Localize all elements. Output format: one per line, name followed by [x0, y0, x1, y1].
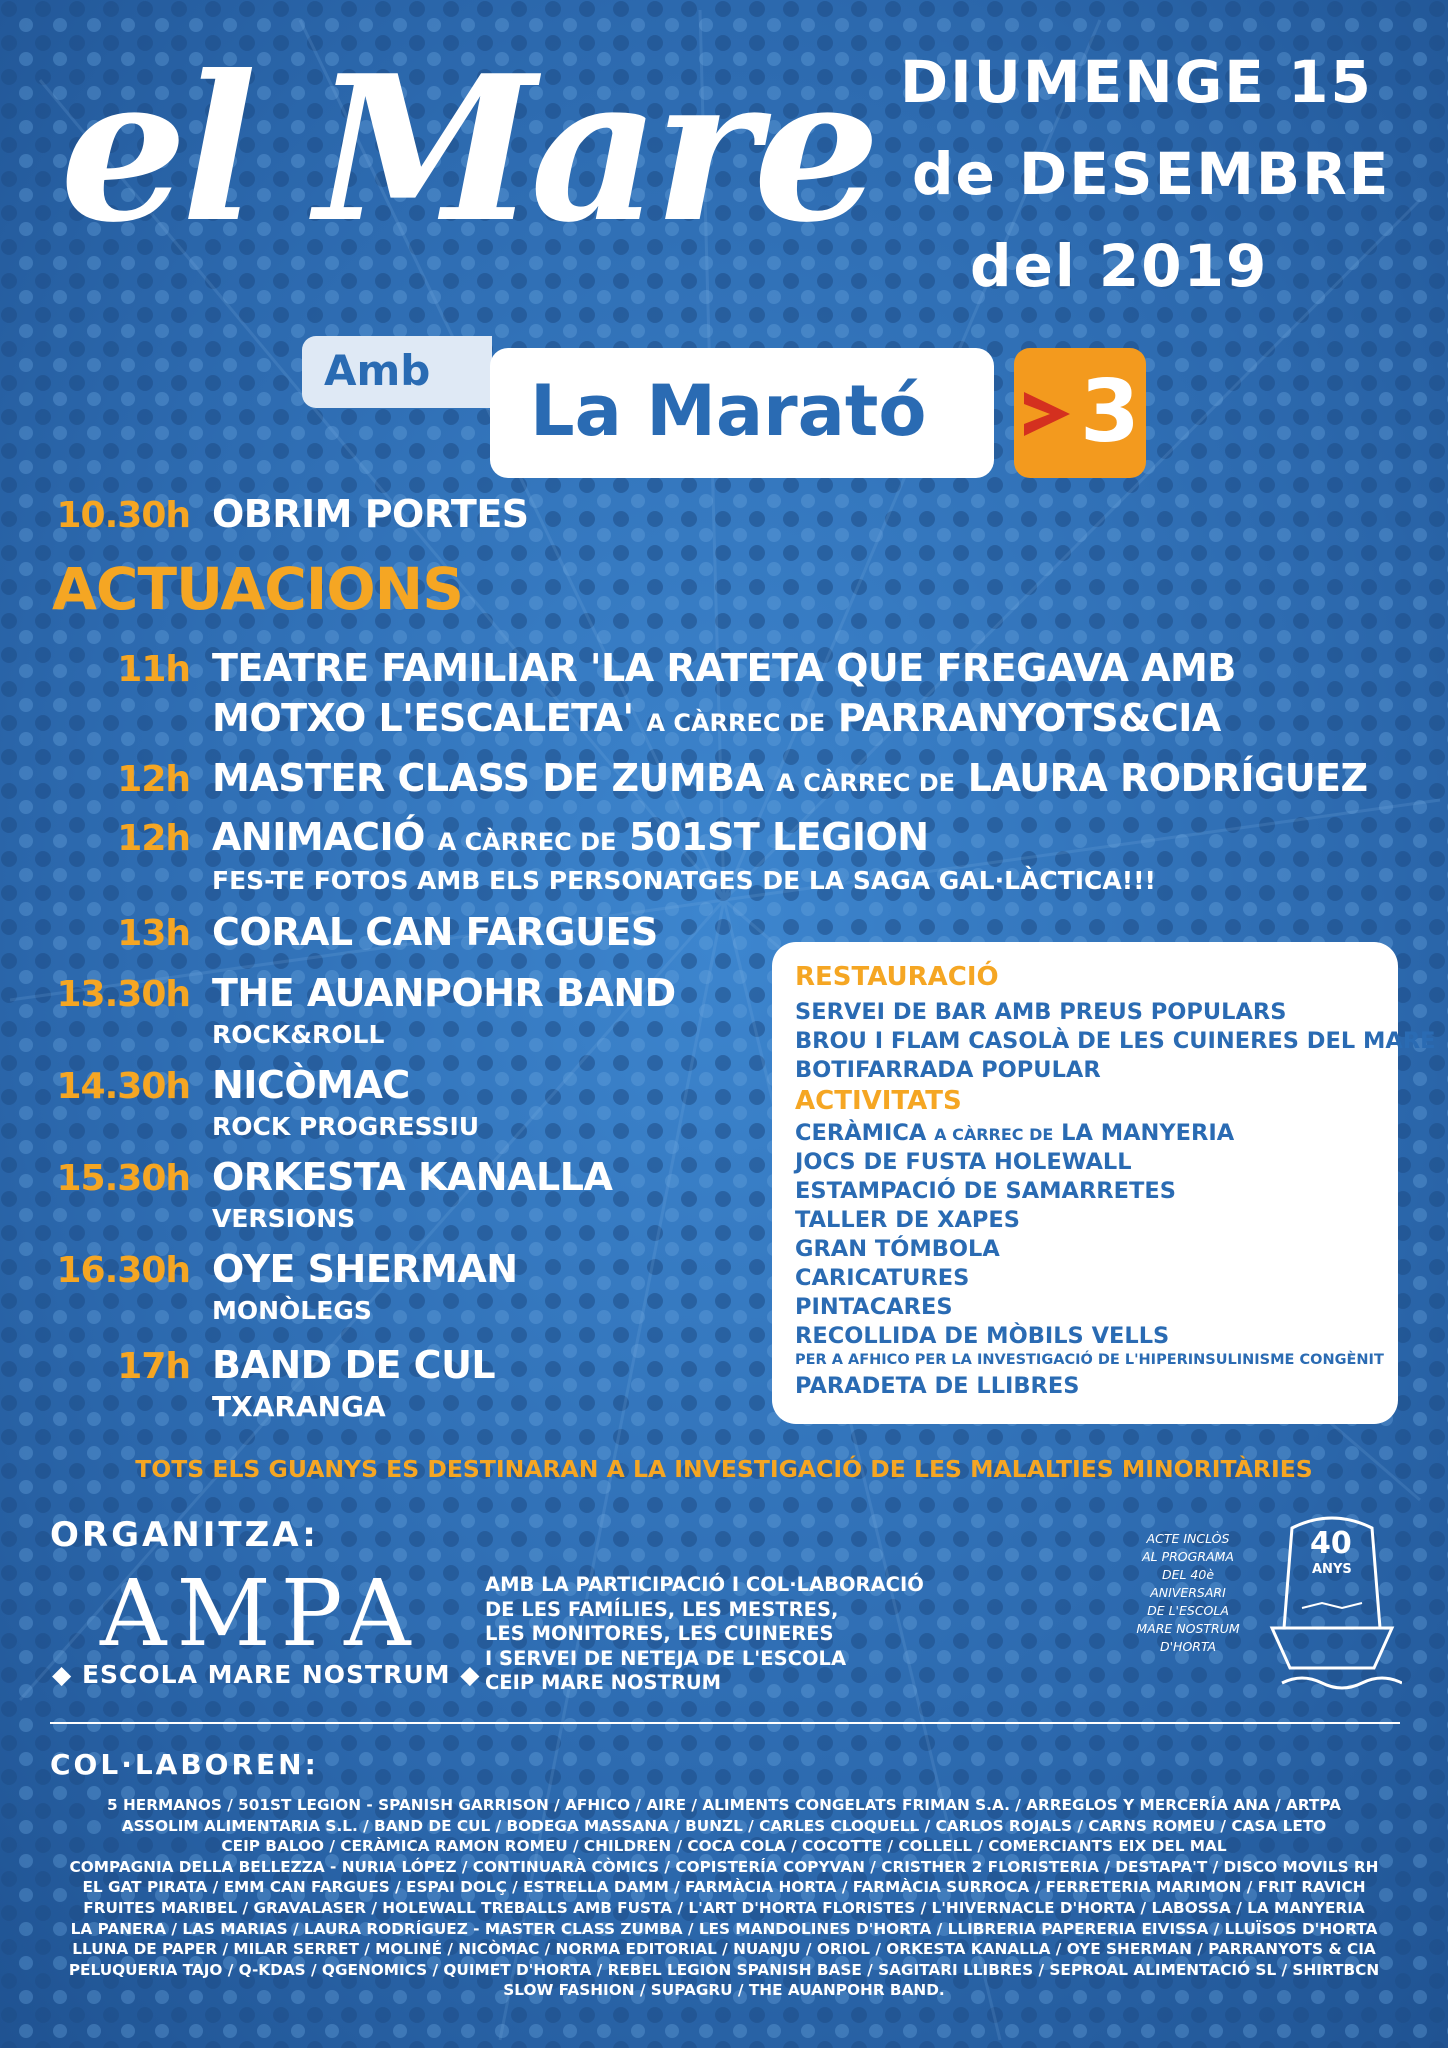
tv3-number: 3 [1080, 362, 1140, 462]
schedule-time: 14.30h [56, 1066, 190, 1107]
el-mare-logo: el Mare [60, 32, 875, 267]
activitat-item: RECOLLIDA DE MÒBILS VELLS [795, 1323, 1170, 1349]
schedule-performer: LAURA RODRÍGUEZ [967, 756, 1368, 800]
activitat-item: JOCS DE FUSTA HOLEWALL [795, 1149, 1132, 1175]
schedule-time: 17h [117, 1346, 190, 1387]
la-marato-badge [490, 348, 994, 478]
schedule-time: 15.30h [56, 1158, 190, 1199]
ampa-school-name: ESCOLA MARE NOSTRUM [81, 1660, 451, 1689]
collaborators-line: PELUQUERIA TAJO / Q-KDAS / QGENOMICS / QUIMET D'HORTA / REBEL LEGION SPANISH BASE / SAGITARI LLIBRES / SEPROAL ALIMENTACIÓ SL / SHIRTBCN [68, 1960, 1380, 1979]
opening-time: 10.30h [56, 495, 190, 536]
schedule-title [212, 694, 1221, 747]
schedule-title [212, 644, 1236, 692]
anniversary-years: ANYS [1312, 1562, 1352, 1577]
amb-label: Amb [324, 346, 431, 395]
participation-line: AMB LA PARTICIPACIÓ I COL·LABORACIÓ [485, 1573, 924, 1596]
activitats-title: ACTIVITATS [795, 1086, 962, 1116]
schedule-sub: FES-TE FOTOS AMB ELS PERSONATGES DE LA SAGA GAL·LÀCTICA!!! [212, 866, 1156, 895]
restauracio-item: BOTIFARRADA POPULAR [795, 1057, 1101, 1083]
schedule-title: NICÒMAC [212, 1063, 410, 1107]
ceramica-label: CERÀMICA [795, 1120, 927, 1146]
activitat-item: CARICATURES [795, 1265, 970, 1291]
participation-line: I SERVEI DE NETEJA DE L'ESCOLA [485, 1646, 847, 1670]
schedule-title: OYE SHERMAN [212, 1247, 518, 1291]
activitat-note: PER A AFHICO PER LA INVESTIGACIÓ DE L'HIPERINSULINISME CONGÈNIT [795, 1352, 1384, 1368]
divider [50, 1722, 1400, 1724]
schedule-title-line: ANIMACIÓ [212, 815, 425, 859]
schedule-time: 16.30h [56, 1250, 190, 1291]
anniversary-line: AL PROGRAMA [1142, 1549, 1234, 1564]
schedule-title: ORKESTA KANALLA [212, 1155, 613, 1199]
schedule-title-line: MASTER CLASS DE ZUMBA [212, 756, 764, 800]
collaborators-line: COMPAGNIA DELLA BELLEZZA - NURIA LÓPEZ / CONTINUARÀ CÒMICS / COPISTERÍA COPYVAN / CRISTHER 2 FLORISTERIA / DESTAPA'T / DISCO MOVILS RH [69, 1857, 1379, 1876]
participation-line: LES MONITORES, LES CUINERES [485, 1622, 834, 1645]
activitat-item: TALLER DE XAPES [795, 1207, 1020, 1233]
section-title: ACTUACIONS [52, 555, 463, 623]
anniversary-note [1118, 1530, 1258, 1656]
anniversary-line: ANIVERSARI [1150, 1585, 1226, 1600]
collaborators-line: CEIP BALOO / CERÀMICA RAMON ROMEU / CHILDREN / COCA COLA / COCOTTE / COLLELL / COMERCIANTS EIX DEL MAL [221, 1837, 1227, 1856]
participation-line: DE LES FAMÍLIES, LES MESTRES, [485, 1597, 839, 1621]
schedule-sub: ROCK PROGRESSIU [212, 1112, 480, 1141]
ceramica-by: A CÀRREC DE [934, 1125, 1054, 1144]
schedule-title: THE AUANPOHR BAND [212, 971, 676, 1015]
schedule-performer: 501ST LEGION [629, 815, 929, 859]
activitat-item: PARADETA DE LLIBRES [795, 1373, 1080, 1399]
schedule-title [212, 754, 1368, 807]
schedule-time: 12h [117, 818, 190, 859]
schedule-by: A CÀRREC DE [437, 828, 617, 856]
activitat-item [795, 1119, 1234, 1149]
anniversary-number: 40 [1310, 1526, 1352, 1561]
collaborators-line: LLUNA DE PAPER / MILAR SERRET / MOLINÉ / NICÒMAC / NORMA EDITORIAL / NUANJU / ORIOL / ORKESTA KANALLA / OYE SHERMAN / PARRANYOTS & CIA [72, 1940, 1376, 1959]
anniversary-line: DE L'ESCOLA [1147, 1603, 1229, 1618]
schedule-by: A CÀRREC DE [776, 769, 956, 797]
participation-line: CEIP MARE NOSTRUM [485, 1671, 722, 1694]
schedule-time: 12h [117, 759, 190, 800]
participation-text [485, 1573, 924, 1696]
ampa-school [52, 1660, 481, 1689]
opening-label: OBRIM PORTES [212, 492, 529, 536]
schedule-title: CORAL CAN FARGUES [212, 910, 658, 954]
tv3-arrow-icon [1024, 384, 1084, 444]
amb-badge [302, 336, 492, 408]
ampa-logo: AMPA [100, 1560, 421, 1667]
schedule-title-line: MOTXO L'ESCALETA' [212, 696, 634, 740]
organitza-label: ORGANITZA: [50, 1515, 319, 1555]
proceeds-banner: TOTS ELS GUANYS ES DESTINARAN A LA INVESTIGACIÓ DE LES MALALTIES MINORITÀRIES [135, 1455, 1313, 1483]
activitat-item: ESTAMPACIÓ DE SAMARRETES [795, 1178, 1176, 1204]
diamond-icon: ◆ [460, 1660, 481, 1689]
collaborators-line: ASSOLIM ALIMENTARIA S.L. / BAND DE CUL / BODEGA MASSANA / BUNZL / CARLES CLOQUELL / CARLOS ROJALS / CARNS ROMEU / CASA LETO [121, 1816, 1327, 1835]
schedule-time: 11h [117, 649, 190, 690]
anniversary-line: ACTE INCLÒS [1146, 1531, 1230, 1546]
restauracio-item: BROU I FLAM CASOLÀ DE LES CUINERES DEL MARE [795, 1028, 1436, 1054]
collaborators-line: SLOW FASHION / SUPAGRU / THE AUANPOHR BAND. [503, 1981, 945, 2000]
tv3-logo [1014, 348, 1146, 478]
collaborators-line: 5 HERMANOS / 501ST LEGION - SPANISH GARRISON / AFHICO / AIRE / ALIMENTS CONGELATS FRIMAN S.A. / ARREGLOS Y MERCERÍA ANA / ARTPA [106, 1796, 1342, 1814]
schedule-title: BAND DE CUL [212, 1343, 496, 1387]
restauracio-item: SERVEI DE BAR AMB PREUS POPULARS [795, 999, 1287, 1025]
collaborators-line: EL GAT PIRATA / EMM CAN FARGUES / ESPAI DOLÇ / ESTRELLA DAMM / FARMÀCIA HORTA / FARMÀCIA SURROCA / FERRETERIA MARIMON / FRIT RAVICH [82, 1878, 1366, 1897]
date-line-2: de DESEMBRE [912, 140, 1391, 208]
collaboren-label: COL·LABOREN: [50, 1748, 319, 1781]
ceramica-who: LA MANYERIA [1061, 1120, 1235, 1146]
schedule-sub: VERSIONS [212, 1204, 356, 1233]
anniversary-line: D'HORTA [1159, 1639, 1217, 1654]
schedule-by: A CÀRREC DE [646, 709, 826, 737]
activitat-item: PINTACARES [795, 1294, 953, 1320]
schedule-time: 13.30h [56, 974, 190, 1015]
anniversary-badge [1262, 1508, 1402, 1698]
collaborators-line: FRUITES MARIBEL / GRAVALASER / HOLEWALL TREBALLS AMB FUSTA / L'ART D'HORTA FLORISTES / L'HIVERNACLE D'HORTA / LABOSSA / LA MANYERIA [83, 1898, 1365, 1917]
schedule-sub: TXARANGA [212, 1390, 386, 1423]
anniversary-line: DEL 40è [1161, 1567, 1215, 1582]
schedule-sub: ROCK&ROLL [212, 1020, 385, 1049]
la-marato-label: La Marató [530, 370, 927, 452]
schedule-title [212, 813, 929, 866]
schedule-title-line: TEATRE FAMILIAR 'LA RATETA QUE FREGAVA AMB [212, 646, 1236, 690]
diamond-icon: ◆ [52, 1660, 73, 1689]
schedule-time: 13h [117, 913, 190, 954]
date-line-3: del 2019 [970, 232, 1269, 300]
activitat-item: GRAN TÓMBOLA [795, 1236, 1000, 1262]
collaborators-line: LA PANERA / LAS MARIAS / LAURA RODRÍGUEZ - MASTER CLASS ZUMBA / LES MANDOLINES D'HORTA / LLIBRERIA PAPERERIA EIVISSA / LLUÏSOS D'HORTA [70, 1919, 1378, 1938]
date-line-1: DIUMENGE 15 [900, 48, 1373, 116]
schedule-sub: MONÒLEGS [212, 1296, 372, 1325]
restauracio-title: RESTAURACIÓ [795, 962, 999, 992]
anniversary-line: MARE NOSTRUM [1136, 1621, 1240, 1636]
schedule-performer: PARRANYOTS&CIA [837, 696, 1221, 740]
collaborators-list [30, 1795, 1418, 2001]
